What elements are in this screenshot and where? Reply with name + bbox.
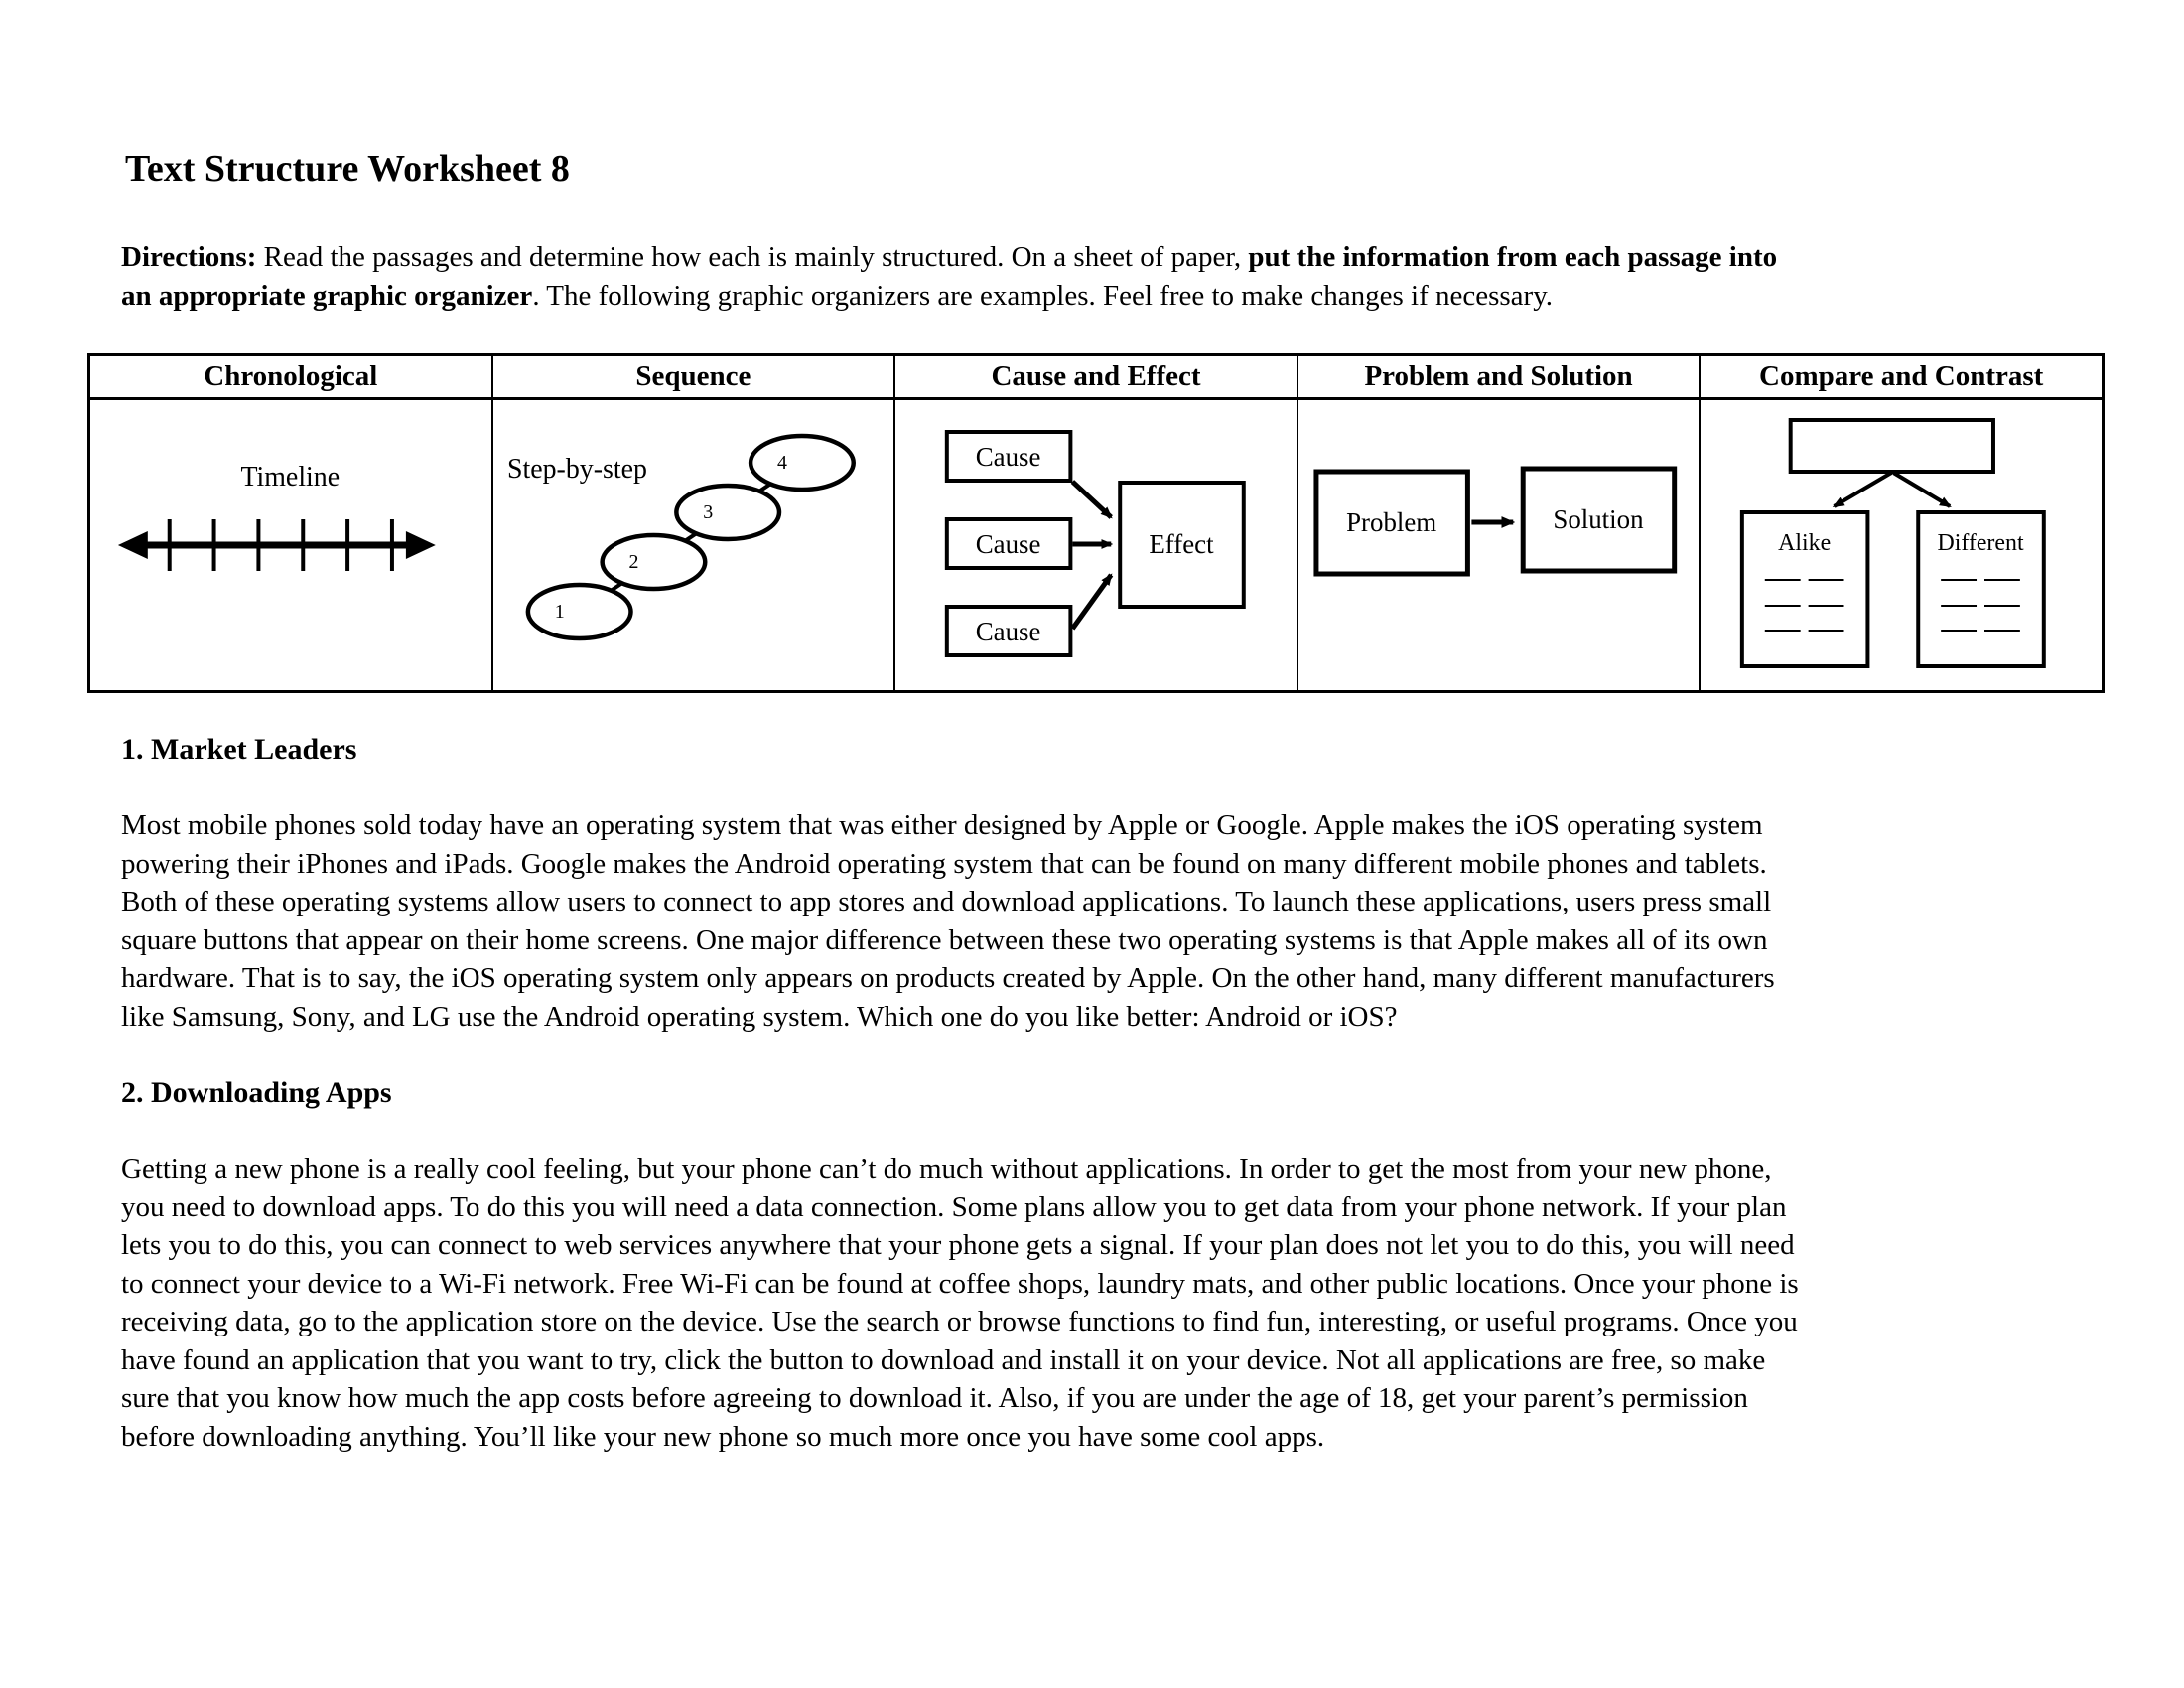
paragraph-line: to connect your device to a Wi-Fi network. Free Wi-Fi can be found at coffee shops, laundry mats, and other public locations. Once your phone is: [121, 1267, 1799, 1300]
problem-solution-diagram: [1298, 400, 1700, 690]
cause-label-1: Cause: [975, 441, 1041, 473]
paragraph-line: have found an application that you want to try, click the button to download and install it on your device. Not all applications are free, so make: [121, 1343, 1766, 1376]
paragraph-line: Getting a new phone is a really cool feeling, but your phone can’t do much without applications. In order to get the most from your new phone,: [121, 1153, 1772, 1185]
cause-effect-diagram: [895, 400, 1297, 690]
directions-text-2: . The following graphic organizers are examples. Feel free to make changes if necessary.: [532, 280, 1554, 312]
effect-label: Effect: [1149, 528, 1214, 560]
timeline-arrow: [118, 519, 436, 571]
column-cause-effect: [895, 356, 1298, 690]
compare-arrows: [1835, 473, 1951, 506]
paragraph-line: like Samsung, Sony, and LG use the Android operating system. Which one do you like better: Android or iOS?: [121, 1000, 1398, 1033]
arrow-left-head: [118, 531, 148, 559]
sequence-step-4-ellipse: [751, 436, 854, 490]
passage-1-heading: 1. Market Leaders: [121, 733, 357, 766]
sequence-step-2-number: 2: [628, 550, 639, 574]
sequence-step-1-ellipse: [527, 585, 630, 638]
sequence-step-3-ellipse: [676, 486, 779, 539]
cause-label-2: Cause: [975, 528, 1041, 560]
directions-line-2: [121, 277, 1777, 316]
sequence-cell: [493, 400, 894, 690]
chronological-cell: [90, 400, 491, 690]
directions-label: Directions:: [121, 241, 257, 273]
sequence-step-3-number: 3: [702, 500, 713, 524]
directions-text: Read the passages and determine how each is mainly structured. On a sheet of paper,: [256, 241, 1249, 273]
passage-2-text: [121, 1150, 1799, 1456]
paragraph-line: before downloading anything. You’ll like your new phone so much more once you have some cool apps.: [121, 1420, 1325, 1453]
paragraph-line: Both of these operating systems allow users to connect to app stores and download applications. To launch these applications, users press small: [121, 886, 1772, 917]
paragraph-line: receiving data, go to the application store on the device. Use the search or browse functions to find fun, interesting, or useful programs. Once you: [121, 1306, 1798, 1337]
arrow-right-head: [406, 531, 436, 559]
sequence-diagram: [493, 400, 894, 690]
passage-2-heading: 2. Downloading Apps: [121, 1076, 392, 1109]
cause-label-3: Cause: [975, 616, 1041, 647]
column-header-sequence: Sequence: [493, 356, 894, 400]
sequence-step-1-number: 1: [554, 600, 565, 624]
paragraph-line: powering their iPhones and iPads. Google makes the Android operating system that can be found on many different mobile phones and tablets.: [121, 847, 1767, 880]
paragraph-line: you need to download apps. To do this you will need a data connection. Some plans allow you to get data from your phone network. If your plan: [121, 1191, 1787, 1223]
column-header-cause-effect: Cause and Effect: [895, 356, 1297, 400]
alike-blank-lines: [1765, 580, 1844, 631]
column-header-compare-contrast: Compare and Contrast: [1701, 356, 2102, 400]
alike-label: Alike: [1778, 529, 1832, 557]
column-header-problem-solution: Problem and Solution: [1298, 356, 1700, 400]
directions: [121, 238, 1777, 316]
directions-bold-text: put the information from each passage into: [1248, 241, 1778, 273]
page-title: Text Structure Worksheet 8: [125, 148, 570, 190]
solution-label: Solution: [1553, 503, 1644, 535]
column-compare-contrast: [1701, 356, 2102, 690]
organizer-table: [87, 353, 2105, 693]
column-sequence: [493, 356, 896, 690]
step-by-step-label: Step-by-step: [506, 453, 647, 486]
paragraph-line: sure that you know how much the app costs before agreeing to download it. Also, if you are under the age of 18, get your parent’s permission: [121, 1382, 1748, 1414]
passage-1-text: [121, 806, 1775, 1036]
paragraph-line: Most mobile phones sold today have an operating system that was either designed by Apple or Google. Apple makes the iOS operating system: [121, 809, 1763, 841]
column-problem-solution: [1298, 356, 1702, 690]
compare-contrast-cell: [1701, 400, 2102, 690]
timeline-label: Timeline: [240, 461, 341, 493]
different-label: Different: [1937, 529, 2024, 557]
sequence-step-4-number: 4: [776, 451, 787, 475]
sequence-step-2-ellipse: [602, 535, 705, 589]
cause-arrows: [1073, 482, 1112, 629]
timeline-diagram: [90, 400, 491, 690]
cause-effect-cell: [895, 400, 1297, 690]
column-chronological: [90, 356, 493, 690]
compare-contrast-diagram: [1701, 400, 2102, 690]
paragraph-line: square buttons that appear on their home screens. One major difference between these two operating systems is that Apple makes all of its own: [121, 923, 1768, 956]
paragraph-line: lets you to do this, you can connect to web services anywhere that your phone gets a signal. If your plan does not let you to do this, you will need: [121, 1229, 1795, 1261]
directions-line-1: [121, 238, 1777, 277]
paragraph-line: hardware. That is to say, the iOS operating system only appears on products created by Apple. On the other hand, many different manufacturers: [121, 962, 1775, 994]
different-blank-lines: [1942, 580, 2021, 631]
column-header-chronological: Chronological: [90, 356, 491, 400]
problem-label: Problem: [1345, 506, 1437, 538]
directions-bold-text-2: an appropriate graphic organizer: [121, 280, 533, 312]
topic-box: [1791, 420, 1993, 472]
problem-solution-cell: [1298, 400, 1700, 690]
